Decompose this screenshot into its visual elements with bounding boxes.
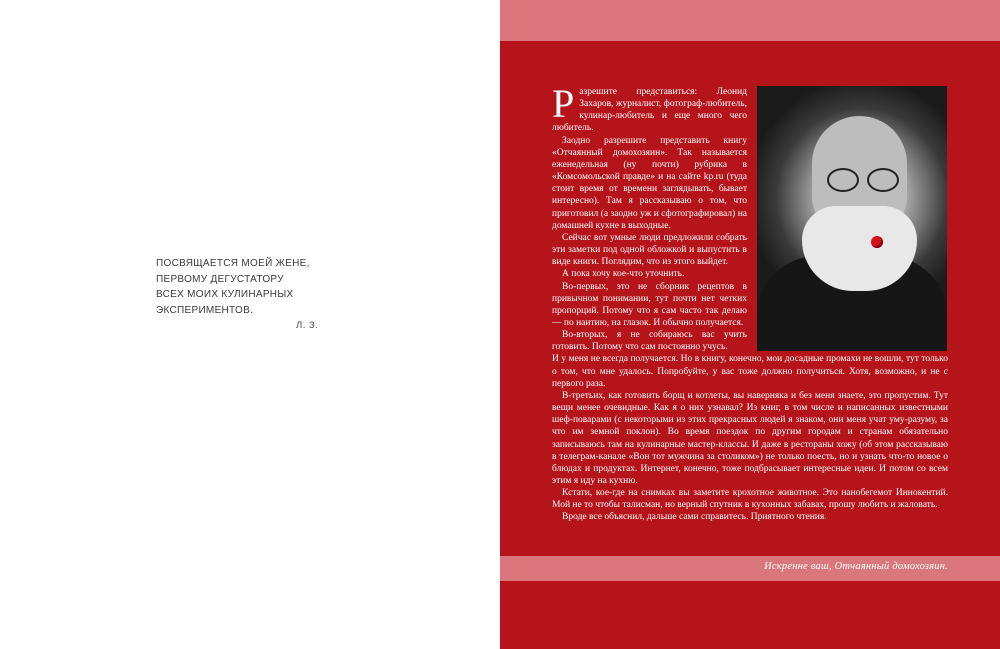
dedication-line: ВСЕХ МОИХ КУЛИНАРНЫХ <box>156 289 294 300</box>
signoff: Искренне ваш, Отчаянный домохозяин. <box>764 561 948 572</box>
intro-paragraph: Во-первых, это не сборник рецептов в привычном понимании, тут почти нет четких пропорций. Потому что я сам часто так делаю — по наитию, на глазок. И обычно получается. <box>552 281 747 328</box>
intro-paragraph: А пока хочу кое-что уточнить. <box>562 269 685 280</box>
dedication-line: ЭКСПЕРИМЕНТОВ. <box>156 304 254 316</box>
intro-paragraph: Заодно разрешите представить книгу «Отчаянный домохозяин». Так называется еженедельная (ну почти) рубрика в «Комсомольской правде» и на сайте kp.ru (туда стоит время от времени заглядывать, бывает интересно). Там я рассказываю о том, что приготовил (а заодно уж и сфотографировал) на домашней кухне в выходные. <box>552 135 747 231</box>
right-page <box>500 0 1000 649</box>
intro-paragraph: Кстати, кое-где на снимках вы заметите крохотное животное. Это нанобегемот Иннокентий. Мой не то чтобы талисман, но верный спутник в кухонных забавах, прошу любить и жаловать. <box>552 488 948 511</box>
intro-paragraph: Во-вторых, я не собираюсь вас учить готовить. Потому что сам постоянно учусь. <box>552 330 747 353</box>
dedication-line: ПОСВЯЩАЕТСЯ МОЕЙ ЖЕНЕ, <box>156 258 310 269</box>
intro-first-paragraph <box>552 81 747 135</box>
intro-paragraph: Вроде все объяснил, дальше сами справитесь. Приятного чтения. <box>562 512 827 523</box>
intro-paragraph: И у меня не всегда получается. Но в книгу, конечно, мои досадные промахи не вошли, тут только о том, что мне удалось. Попробуйте, у вас тоже должно получиться. Хотя, возможно, и не с первого раза. <box>552 354 948 389</box>
drop-cap: Р <box>552 81 575 126</box>
dedication-signature: Л. З. <box>296 320 319 331</box>
intro-paragraph: В-третьих, как готовить борщ и котлеты, вы наверняка и без меня знаете, это пропустим. Тут вещи менее очевидные. Как я о них узнавал? Из книг, в том числе и написанных известными шеф-поварами (с некоторыми из этих прекрасных людей я знаком, они меня учат уму-разуму, за что им земной поклон). Во время поездок по другим городам и странам обязательно записываюсь там на кулинарные мастер-классы. И даже в рестораны хожу (об этом рассказываю в телеграм-канале «Вон тот мужчина за столиком») не только поесть, но и узнать что-то новое о блюдах и продуктах. Интернет, конечно, тоже подбрасывает интересные идеи. И потом со всем этим я иду на кухню. <box>552 390 948 486</box>
top-band <box>500 0 1000 41</box>
dedication <box>156 256 316 318</box>
dedication-line: ПЕРВОМУ ДЕГУСТАТОРУ <box>156 273 284 285</box>
intro-text <box>552 81 948 524</box>
intro-paragraph: Сейчас вот умные люди предложили собрать эти заметки под одной обложкой и выпустить в виде книги. Поглядим, что из этого выйдет. <box>552 232 747 268</box>
intro-narrow-column <box>552 81 747 353</box>
intro-first-text: азрешите представиться: Леонид Захаров, журналист, фотограф-любитель, кулинар-любитель и еще много чего любитель. <box>552 87 747 134</box>
